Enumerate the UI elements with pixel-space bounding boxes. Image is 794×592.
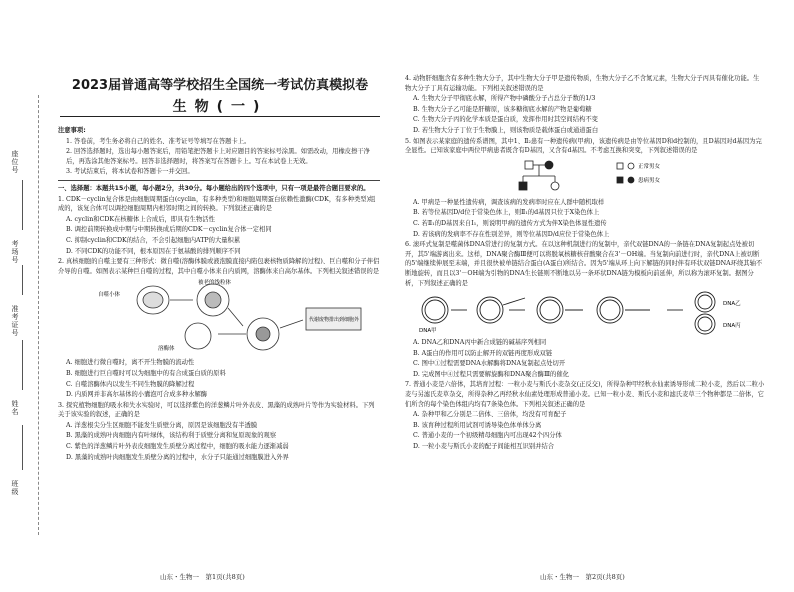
q1-option-b: B. 调控前期转换成中期与中期转换成后期的CDK－cyclin复合体一定相同 <box>66 226 272 234</box>
notice-1: 1. 答卷前，考生务必将自己的姓名、准考证号等填写在答题卡上。 <box>66 137 251 145</box>
q7-option-a: A. 杂种甲和乙分别是二倍体、三倍体，均没有可育配子 <box>413 411 567 419</box>
q7-stem: 7. 普通小麦是六倍体，其培育过程：一粒小麦与斯氏小麦杂交(正反交)，所得杂种甲经秋水仙素诱导形成二粒小麦，然后以二粒小麦与另滤氏麦草杂交，所得杂种乙再经秋水仙素处理形成普通小麦。已知一粒小麦、斯氏小麦和滤氏麦草三个物种都是二倍体，它们所含的每个染色体组内均有7条染色体。下列相关叙述正确的是 <box>405 381 765 408</box>
q6-option-c: C. 图中①过程需要DNA水解酶将DNA复制起点处切开 <box>413 360 566 368</box>
q4-option-b: B. 生物大分子乙可能是肝糖原，该多糖彻底水解的产物是葡萄糖 <box>413 105 592 113</box>
margin-label-room: 考场号 <box>11 240 19 264</box>
q1-option-a: A. cyclin和CDK在核糖体上合成后，即具有生物活性 <box>66 215 215 223</box>
q4-stem: 4. 动物肝细胞含有多种生物大分子，其中生物大分子甲是遗传物质，生物大分子乙不含氮元素，生物大分子丙具有催化功能。生物大分子丁具有运输功能。下列相关叙述错误的是 <box>405 75 760 92</box>
q6-label-dna-c: DNA丙 <box>723 323 741 330</box>
q5-option-d: D. 若该病的发病率不存在性别差异，则等位基因D/d应位于常染色体上 <box>413 230 610 238</box>
exam-title: 2023届普通高等学校招生全国统一考试仿真模拟卷 <box>71 78 369 93</box>
q5-option-b: B. 若等位基因D/d位于常染色体上，则Ⅱ₁的d基因只位于X染色体上 <box>413 209 600 217</box>
q3-stem: 3. 探究植物细胞的吸水和失水实验时，可以选择紫色的洋葱鳞片叶外表皮、黑藻的成熟叶片等作为实验材料。下列关于该实验的叙述，正确的是 <box>58 401 375 419</box>
margin-label-exam-id: 准考证号 <box>11 305 19 337</box>
q6-stem: 6. 滚环式复制是噬菌体DNA常进行的复制方式。在以这种机制进行的复制中，亲代双链DNA的一条链在DNA复制起点处被切开，其5'端游离出来。这样，DNA聚合酶Ⅲ便可以将脱氧核糖核苷酸聚合在3'－OH端。当复制向前进行时，亲代DNA上被切断的5'端继续伸展至末端，并且很快被单链结合蛋白(A蛋白)所结合。因为5'端从环上向下解链的同时伴有环状双链DNA环绕其轴不断地旋转，而且以3'－OH端为引物的DNA生长链则不断地以另一条环状DNA链为模板向前延伸，所以称为滚环复制。据图分析，下列叙述正确的是 <box>405 241 763 287</box>
page-footer-right: 山东・生物一 第2页(共8页) <box>540 573 625 581</box>
q6-option-b: B. A蛋白的作用可以防止解开的双链再度形成双链 <box>413 349 553 357</box>
q1-option-c: C. 抑制cyclin和CDK的结合，不会引起细胞内ATP的大量积累 <box>66 236 241 244</box>
section1-heading: 一、选择题：本题共15小题，每小题2分，共30分。每小题给出的四个选项中，只有一项是最符合题目要求的。 <box>58 184 370 192</box>
binding-margin <box>8 150 42 530</box>
q5-legend-normal: 正常男女 <box>638 163 661 170</box>
cut-line <box>38 95 39 535</box>
q3-option-c: C. 紫色的洋葱鳞片叶外表皮细胞发生质壁分离过程中，细胞的吸水能力逐渐减弱 <box>66 443 289 451</box>
q4-option-d: D. 若生物大分子丁位于生物膜上，则该物质是载体蛋白或通道蛋白 <box>413 126 599 134</box>
q5-pedigree-figure <box>405 158 765 196</box>
q2-label-degraded: 被老的线粒体 <box>198 280 232 287</box>
q1-stem: 1. CDK－cyclin复合体是由细胞周期蛋白(cyclin，有多种类型)和细胞周期蛋白依赖性激酶(CDK，有多种类型)组成的，该复合体可以调控细胞周期内相邻时期之间的转换。下列叙述正确的是 <box>58 195 376 213</box>
q5-option-a: A. 甲病是一种显性遗传病，调查该病的发病率时应在人群中随机取样 <box>413 198 605 206</box>
margin-label-class: 班级 <box>11 480 19 496</box>
q2-label-lysosome: 溶酶体 <box>158 346 175 353</box>
q2-autophagy-figure <box>58 278 380 356</box>
q3-option-a: A. 洋葱根尖分生区细胞不能发生质壁分离，原因是该细胞没有半透膜 <box>66 421 258 429</box>
q6-label-dna-b: DNA乙 <box>723 301 741 308</box>
q1-option-d: D. 不同CDK的功能不同，根本原因在于氨基酸的排列顺序不同 <box>66 247 241 255</box>
q6-option-a: A. DNA乙和DNA丙中新合成链的碱基序列相同 <box>413 339 547 347</box>
q5-legend-affected: 患病男女 <box>638 177 661 184</box>
subject-title: 生物(一) <box>172 99 268 115</box>
q2-option-d: D. 内质网并非高尔基体的小囊泡可合成多种水解酶 <box>66 391 208 399</box>
q2-stem: 2. 真核细胞的自噬主要有三种形式：微自噬(溶酶体膜或液泡膜直接内陷包裹核物质降解的过程)、巨自噬和分子伴侣介导的自噬。如图表示某种巨自噬的过程，其中自噬小体来自内质网，溶酶体来自高尔基体。下列相关叙述错误的是 <box>58 258 380 275</box>
q7-option-c: C. 普通小麦的一个初级精母细胞内可出现42个四分体 <box>413 432 562 440</box>
notice-2: 2. 回答选择题时，选出每小题答案后，用铅笔把答题卡上对应题目的答案标号涂黑。如需改动，用橡皮擦干净后，再选涂其他答案标号。回答非选择题时，将答案写在答题卡上。写在本试卷上无效。 <box>66 148 370 165</box>
margin-line <box>22 340 23 390</box>
q5-option-c: C. 若Ⅱ₁的D基因来自Ⅰ₁，则说明甲病的遗传方式为伴X染色体显性遗传 <box>413 219 607 227</box>
left-column <box>58 126 380 463</box>
margin-line <box>22 425 23 470</box>
q6-rolling-circle-figure <box>405 290 765 336</box>
divider <box>58 180 380 181</box>
q6-option-d: D. 完成图中④过程只需要解旋酶和DNA聚合酶Ⅲ的催化 <box>413 370 569 378</box>
q3-option-d: D. 黑藻的成熟叶肉细胞发生质壁分离的过程中，水分子只能通过细胞膜进入外界 <box>66 453 289 461</box>
q6-label-dna-a: DNA甲 <box>419 328 437 335</box>
notice-3: 3. 考试结束后，将本试卷和答题卡一并交回。 <box>66 168 194 176</box>
q5-stem: 5. 如图表示某家庭的遗传系谱图，其中1、Ⅱ₂患有一种遗传病(甲病)，该遗传病是由等位基因D和d控制的，且D基因对d基因为完全显性。已知该家庭中两位甲病患者既含有D基因，又含有d基因。不考虑互换和突变，下列叙述错误的是 <box>405 137 762 155</box>
q2-label-autophagosome: 自噬小体 <box>98 292 121 299</box>
q4-option-c: C. 生物大分子丙的化学本质是蛋白质，发挥作用时其空间结构不变 <box>413 116 598 124</box>
margin-label-seat: 座位号 <box>11 150 19 174</box>
notice-heading: 注意事项: <box>58 127 86 134</box>
q2-option-a: A. 细胞进行微自噬时，离不开生物膜的流动性 <box>66 359 195 367</box>
q2-option-c: C. 自噬溶酶体内以发生不同生物膜的降解过程 <box>66 380 195 388</box>
q2-option-b: B. 细胞进行巨自噬时可以为细胞中的有合成蛋白质的原料 <box>66 369 226 377</box>
margin-line <box>22 265 23 295</box>
margin-label-name: 姓名 <box>11 400 19 416</box>
q4-option-a: A. 生物大分子甲彻底水解，所得产物中磷酸分子占总分子数的1/3 <box>413 95 596 103</box>
q7-option-b: B. 该育种过程所用试剂可诱导染色体单体分离 <box>413 421 542 429</box>
right-column <box>405 74 765 453</box>
q7-option-d: D. 一粒小麦与斯氏小麦的配子间能相互识别并结合 <box>413 443 555 451</box>
q2-label-result: 代谢废物排出到细胞外 <box>309 317 360 324</box>
page-footer-left: 山东・生物一 第1页(共8页) <box>160 573 245 581</box>
title-rule <box>60 116 380 117</box>
q3-option-b: B. 黑藻的成熟叶肉细胞内有叶绿体，该结构利于质壁分离和复原现象的观察 <box>66 432 277 440</box>
margin-line <box>22 180 23 230</box>
